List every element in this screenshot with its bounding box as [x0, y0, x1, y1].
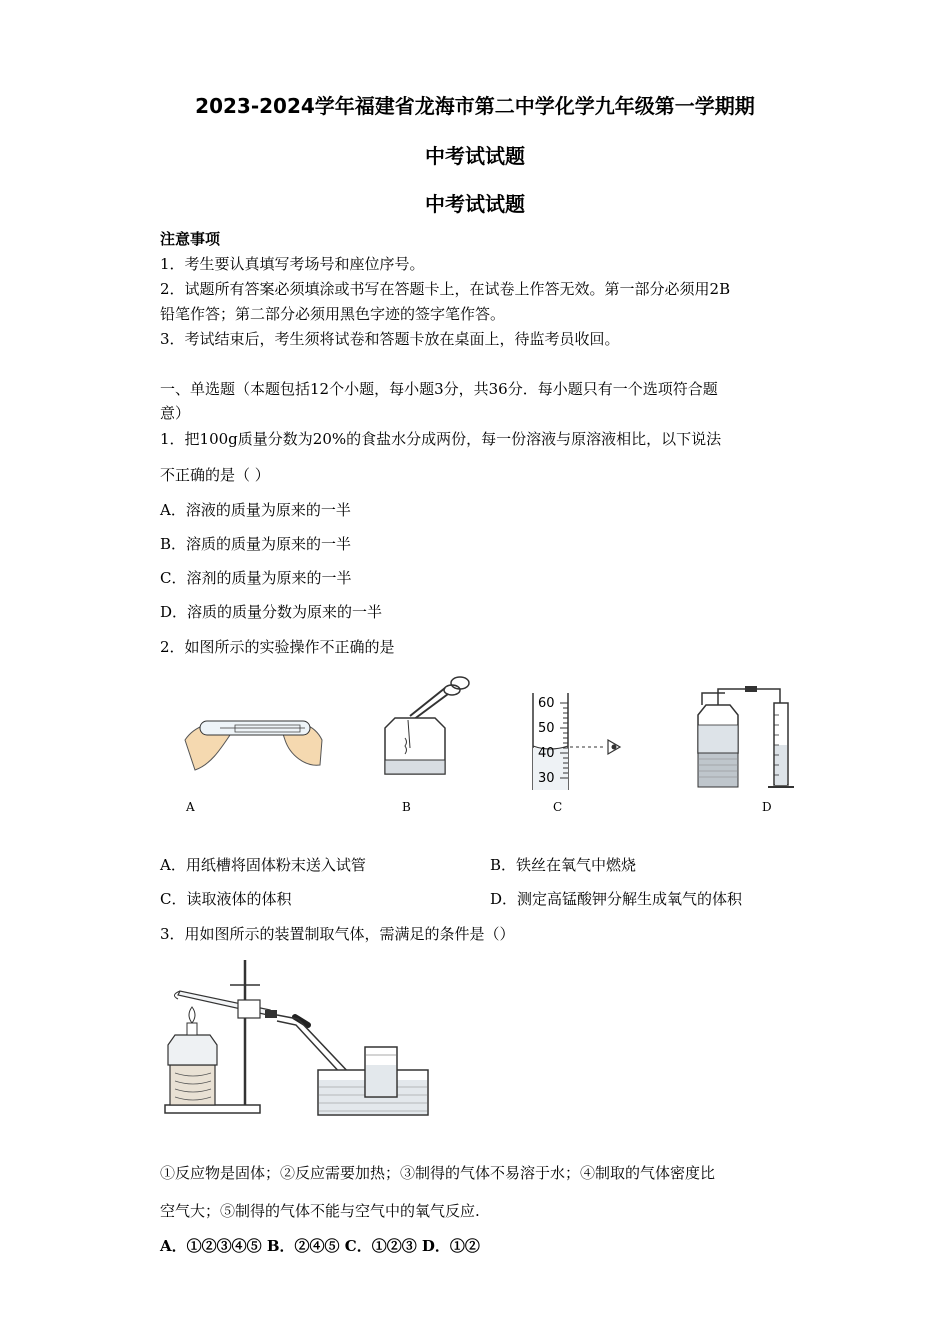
- q3-stem: 3．用如图所示的装置制取气体，需满足的条件是（）: [160, 925, 515, 943]
- q2-option-d: D．测定高锰酸钾分解生成氧气的体积: [490, 890, 743, 908]
- cylinder-tick-60: 60: [538, 696, 555, 711]
- exam-title-line-1: 2023-2024学年福建省龙海市第二中学化学九年级第一学期期: [195, 94, 755, 118]
- q3-apparatus-figure: [160, 955, 440, 1120]
- exam-title-line-2: 中考试试题: [425, 144, 525, 168]
- q3-answer-options: A．①②③④⑤ B．②④⑤ C．①②③ D．①②: [160, 1237, 480, 1255]
- q1-stem-cont: 不正确的是（ ）: [160, 466, 270, 484]
- cylinder-tick-30: 30: [538, 771, 555, 786]
- notice-heading: 注意事项: [160, 230, 221, 248]
- q2-figure-d: [690, 685, 800, 790]
- q2-figure-c: [528, 688, 628, 793]
- section-heading: 一、单选题（本题包括12个小题，每小题3分，共36分．每小题只有一个选项符合题: [160, 380, 718, 398]
- q2-label-b: B: [402, 800, 411, 814]
- q2-label-d: D: [762, 800, 772, 814]
- q1-option-c: C．溶剂的质量为原来的一半: [160, 569, 352, 587]
- q2-figure-a: [180, 695, 330, 780]
- q2-label-c: C: [553, 800, 563, 814]
- exam-title-line-3: 中考试试题: [425, 192, 525, 216]
- notice-item-1: 1．考生要认真填写考场号和座位序号。: [160, 255, 425, 273]
- notice-item-3: 3．考试结束后，考生须将试卷和答题卡放在桌面上，待监考员收回。: [160, 330, 620, 348]
- q1-stem: 1．把100g质量分数为20%的食盐水分成两份，每一份溶液与原溶液相比，以下说法: [160, 430, 722, 448]
- notice-item-2: 2．试题所有答案必须填涂或书写在答题卡上，在试卷上作答无效。第一部分必须用2B: [160, 280, 731, 298]
- q2-option-a: A．用纸槽将固体粉末送入试管: [160, 856, 366, 874]
- cylinder-tick-50: 50: [538, 721, 555, 736]
- q1-option-d: D．溶质的质量分数为原来的一半: [160, 603, 383, 621]
- section-heading-cont: 意）: [160, 404, 191, 422]
- q2-figure-b: [380, 668, 480, 780]
- q2-stem: 2．如图所示的实验操作不正确的是: [160, 638, 395, 656]
- q1-option-b: B．溶质的质量为原来的一半: [160, 535, 352, 553]
- q3-conditions-cont: 空气大；⑤制得的气体不能与空气中的氧气反应.: [160, 1202, 480, 1220]
- cylinder-tick-40: 40: [538, 746, 555, 761]
- q1-option-a: A．溶液的质量为原来的一半: [160, 501, 351, 519]
- notice-item-2-cont: 铅笔作答；第二部分必须用黑色字迹的签字笔作答。: [160, 305, 506, 323]
- q2-label-a: A: [186, 800, 195, 814]
- q2-option-c: C．读取液体的体积: [160, 890, 292, 908]
- q3-conditions: ①反应物是固体；②反应需要加热；③制得的气体不易溶于水；④制取的气体密度比: [160, 1164, 716, 1182]
- q2-option-b: B．铁丝在氧气中燃烧: [490, 856, 637, 874]
